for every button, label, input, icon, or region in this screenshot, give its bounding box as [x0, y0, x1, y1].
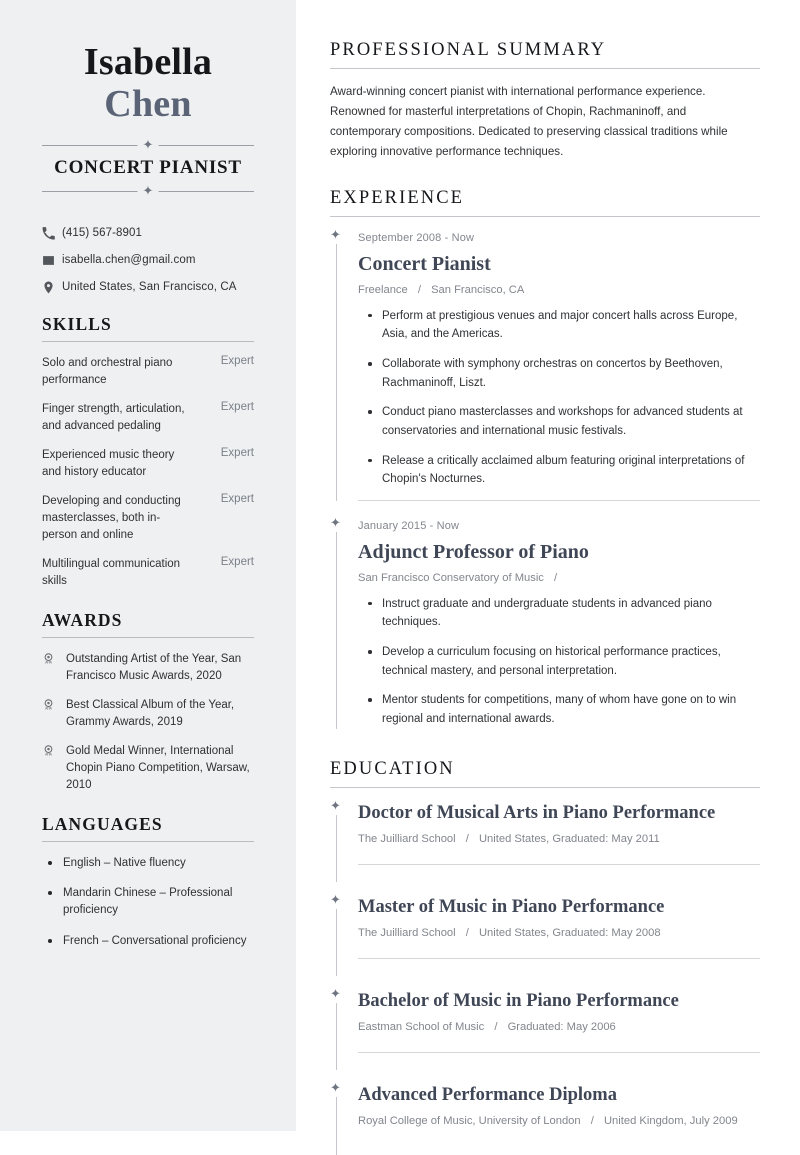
awards-divider [42, 637, 254, 638]
education-item [330, 788, 760, 882]
star-marker-icon: ✦ [330, 514, 341, 530]
ornament-rule-bottom [42, 182, 254, 198]
language-item [42, 933, 254, 950]
skill-item [42, 355, 254, 389]
timeline-line [336, 1003, 337, 1070]
summary-text: Award-winning concert pianist with international performance experience. Renowned for masterful interpretations of Chopin, Rachmaninoff, and contemporary compositions. Dedicated to preserving classical traditions while exploring innovative performance techniques. [330, 85, 728, 158]
skill-item [42, 401, 254, 435]
experience-item [330, 501, 760, 729]
section-spacer [330, 740, 760, 759]
summary-section [330, 40, 760, 162]
bullet-dot-icon [368, 643, 373, 680]
bullet-text: Release a critically acclaimed album featuring original interpretations of Chopin's Nocturnes. [382, 454, 745, 486]
meta-separator: / [554, 571, 558, 584]
experience-section [330, 188, 760, 729]
bullet-item [358, 595, 756, 632]
skill-name: Solo and orchestral piano performance [42, 356, 173, 386]
meta-separator: / [465, 832, 469, 845]
language-text: Mandarin Chinese – Professional proficiency [63, 887, 233, 917]
star-ornament-icon: ✦ [138, 183, 159, 199]
bullet-text: Perform at prestigious venues and major concert halls across Europe, Asia, and the Americas. [382, 309, 738, 341]
meta-separator: / [465, 926, 469, 939]
email-icon [42, 254, 62, 267]
skills-section [42, 314, 254, 590]
education-heading: EDUCATION [330, 758, 455, 779]
award-medal-icon [42, 743, 57, 794]
language-text: French – Conversational proficiency [63, 934, 247, 947]
skill-name: Developing and conducting masterclasses, both in-person and online [42, 494, 181, 541]
contact-phone-value: (415) 567-8901 [62, 227, 143, 240]
experience-date: September 2008 - Now [358, 231, 475, 244]
education-detail: United Kingdom, July 2009 [603, 1115, 738, 1128]
experience-heading: EXPERIENCE [330, 187, 465, 208]
education-school: Royal College of Music, University of London [358, 1115, 581, 1128]
skill-level: Expert [220, 446, 254, 459]
education-meta [358, 1021, 760, 1033]
bullet-text: Instruct graduate and undergraduate students in advanced piano techniques. [382, 597, 712, 629]
experience-company: Freelance [358, 283, 408, 296]
experience-title: Concert Pianist [358, 252, 491, 275]
award-item [42, 697, 254, 731]
education-item-divider [358, 864, 760, 865]
job-title-ornament [42, 136, 254, 198]
education-school: The Juilliard School [358, 926, 456, 939]
award-item [42, 651, 254, 685]
skills-heading: SKILLS [42, 313, 112, 334]
bullet-item [358, 355, 756, 392]
education-school: Eastman School of Music [358, 1021, 485, 1034]
location-icon [42, 281, 62, 294]
skill-name: Experienced music theory and history educator [42, 448, 175, 478]
star-marker-icon: ✦ [330, 891, 341, 907]
education-title: Advanced Performance Diploma [358, 1085, 617, 1106]
experience-bullets [358, 595, 760, 729]
language-item [42, 855, 254, 872]
star-ornament-icon: ✦ [138, 137, 159, 153]
languages-heading: LANGUAGES [42, 813, 163, 834]
award-medal-icon [42, 697, 57, 731]
experience-location: San Francisco, CA [431, 283, 525, 296]
bullet-dot-icon [48, 933, 54, 950]
experience-date: January 2015 - Now [358, 519, 460, 532]
education-title: Doctor of Musical Arts in Piano Performance [358, 802, 716, 823]
contact-item-email[interactable] [42, 254, 254, 267]
bullet-item [358, 403, 756, 440]
meta-separator: / [590, 1115, 594, 1128]
education-title: Bachelor of Music in Piano Performance [358, 990, 679, 1011]
timeline-line [336, 815, 337, 882]
bullet-text: Mentor students for competitions, many of whom have gone on to win regional and international awards. [382, 694, 737, 725]
last-name: Chen [104, 83, 192, 126]
language-item [42, 885, 254, 920]
experience-bullets [358, 307, 760, 489]
education-meta [358, 927, 760, 939]
experience-title: Adjunct Professor of Piano [358, 540, 589, 563]
ornament-rule-top [42, 136, 254, 152]
star-marker-icon: ✦ [330, 797, 341, 813]
bullet-item [358, 691, 756, 728]
bullet-dot-icon [368, 452, 373, 489]
awards-heading: AWARDS [42, 609, 123, 630]
bullet-text: Develop a curriculum focusing on historical performance practices, technical mastery, and personal interpretation. [382, 646, 721, 677]
timeline-line [336, 909, 337, 976]
contact-email-value: isabella.chen@gmail.com [62, 254, 196, 267]
meta-separator: / [494, 1021, 498, 1034]
star-marker-icon: ✦ [330, 226, 341, 242]
summary-heading: PROFESSIONAL SUMMARY [330, 40, 607, 60]
award-medal-icon [42, 651, 57, 685]
summary-divider [330, 68, 760, 69]
job-title: CONCERT PIANIST [54, 156, 242, 178]
education-section [330, 759, 760, 1145]
first-name: Isabella [83, 41, 213, 83]
star-marker-icon: ✦ [330, 985, 341, 1001]
education-detail: Graduated: May 2006 [507, 1021, 616, 1034]
experience-meta [358, 572, 760, 584]
skill-item [42, 493, 254, 544]
skills-divider [42, 341, 254, 342]
bullet-item [358, 643, 756, 680]
star-marker-icon: ✦ [330, 1080, 341, 1096]
bullet-dot-icon [368, 595, 373, 632]
skill-item [42, 556, 254, 590]
skill-level: Expert [220, 555, 254, 568]
skill-name: Multilingual communication skills [42, 557, 181, 587]
contact-item-location[interactable] [42, 281, 254, 294]
awards-section [42, 610, 254, 794]
timeline-line [336, 1097, 337, 1155]
award-text: Best Classical Album of the Year, Grammy Awards, 2019 [66, 698, 235, 728]
meta-separator: / [417, 283, 421, 296]
bullet-dot-icon [368, 691, 373, 728]
languages-section [42, 814, 254, 950]
bullet-dot-icon [48, 885, 54, 920]
education-meta [358, 1115, 760, 1127]
contact-item-phone[interactable] [42, 227, 254, 240]
experience-item [330, 217, 760, 501]
bullet-item [358, 307, 756, 344]
bullet-item [358, 452, 756, 489]
timeline-line [336, 532, 337, 729]
bullet-dot-icon [48, 855, 54, 872]
bullet-dot-icon [368, 355, 373, 392]
contact-location-value: United States, San Francisco, CA [62, 281, 237, 294]
sidebar [0, 0, 296, 1131]
skill-item [42, 447, 254, 481]
skill-name: Finger strength, articulation, and advanced pedaling [42, 402, 185, 432]
name-block [42, 42, 254, 126]
education-item [330, 882, 760, 976]
education-item [330, 1070, 760, 1144]
education-title: Master of Music in Piano Performance [358, 896, 665, 917]
phone-icon [42, 227, 62, 240]
education-item [330, 976, 760, 1070]
skill-level: Expert [220, 492, 254, 505]
award-text: Outstanding Artist of the Year, San Francisco Music Awards, 2020 [66, 652, 242, 682]
bullet-dot-icon [368, 307, 373, 344]
bullet-dot-icon [368, 403, 373, 440]
language-text: English – Native fluency [63, 856, 186, 869]
education-meta [358, 833, 760, 845]
education-detail: United States, Graduated: May 2008 [478, 926, 661, 939]
award-item [42, 743, 254, 794]
education-detail: United States, Graduated: May 2011 [478, 832, 660, 845]
bullet-text: Collaborate with symphony orchestras on concertos by Beethoven, Rachmaninoff, Liszt. [382, 358, 723, 389]
skill-level: Expert [220, 354, 254, 367]
education-item-divider [358, 958, 760, 959]
languages-divider [42, 841, 254, 842]
contact-list [42, 227, 254, 294]
education-school: The Juilliard School [358, 832, 456, 845]
bullet-text: Conduct piano masterclasses and workshops for advanced students at conservatories and international music festivals. [382, 406, 743, 437]
skill-level: Expert [220, 400, 254, 413]
education-item-divider [358, 1052, 760, 1053]
award-text: Gold Medal Winner, International Chopin Piano Competition, Warsaw, 2010 [66, 744, 250, 791]
experience-meta [358, 284, 760, 296]
experience-company: San Francisco Conservatory of Music [358, 571, 544, 584]
main-content [296, 0, 800, 1131]
timeline-line [336, 244, 337, 501]
